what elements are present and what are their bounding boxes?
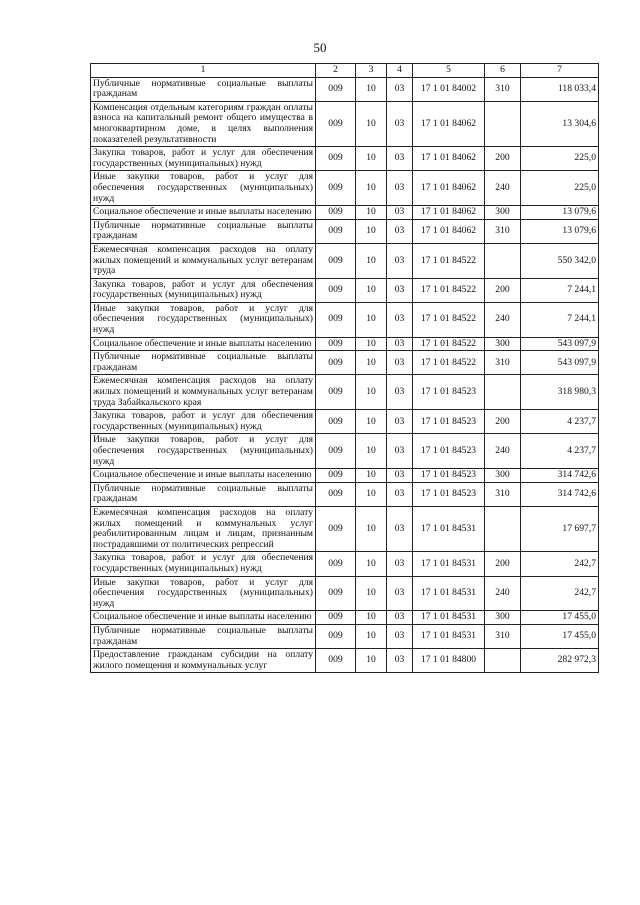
row-name-cell: Иные закупки товаров, работ и услуг для обеспечения государственных (муниципальных) нужд bbox=[91, 576, 316, 611]
row-name-cell: Публичные нормативные социальные выплаты гражданам bbox=[91, 77, 316, 101]
subsection-cell: 03 bbox=[387, 206, 413, 220]
amount-cell: 550 342,0 bbox=[521, 243, 599, 278]
row-name-cell: Ежемесячная компенсация расходов на оплату жилых помещений и коммунальных услуг ветеранам труда bbox=[91, 243, 316, 278]
table-row bbox=[91, 410, 599, 434]
amount-cell: 13 079,6 bbox=[521, 219, 599, 243]
code-cell: 009 bbox=[316, 101, 356, 146]
amount-cell: 17 455,0 bbox=[521, 624, 599, 648]
expense-type-cell bbox=[485, 375, 521, 410]
target-article-cell: 17 1 01 84002 bbox=[413, 77, 485, 101]
table-row bbox=[91, 302, 599, 337]
code-cell: 009 bbox=[316, 576, 356, 611]
code-cell: 009 bbox=[316, 219, 356, 243]
amount-cell: 7 244,1 bbox=[521, 302, 599, 337]
expense-type-cell: 240 bbox=[485, 171, 521, 206]
table-row bbox=[91, 375, 599, 410]
table-row bbox=[91, 576, 599, 611]
row-name-cell: Иные закупки товаров, работ и услуг для обеспечения государственных (муниципальных) нужд bbox=[91, 434, 316, 469]
table-row bbox=[91, 171, 599, 206]
expense-type-cell: 300 bbox=[485, 337, 521, 351]
target-article-cell: 17 1 01 84523 bbox=[413, 482, 485, 506]
code-cell: 009 bbox=[316, 278, 356, 302]
section-cell: 10 bbox=[356, 375, 387, 410]
expense-type-cell: 300 bbox=[485, 469, 521, 483]
row-name-cell: Социальное обеспечение и иные выплаты населению bbox=[91, 206, 316, 220]
code-cell: 009 bbox=[316, 624, 356, 648]
section-cell: 10 bbox=[356, 243, 387, 278]
subsection-cell: 03 bbox=[387, 302, 413, 337]
amount-cell: 13 079,6 bbox=[521, 206, 599, 220]
subsection-cell: 03 bbox=[387, 351, 413, 375]
subsection-cell: 03 bbox=[387, 101, 413, 146]
expense-type-cell: 200 bbox=[485, 147, 521, 171]
amount-cell: 118 033,4 bbox=[521, 77, 599, 101]
table-row bbox=[91, 101, 599, 146]
expense-type-cell bbox=[485, 506, 521, 551]
expense-type-cell: 300 bbox=[485, 611, 521, 625]
code-cell: 009 bbox=[316, 649, 356, 673]
section-cell: 10 bbox=[356, 410, 387, 434]
amount-cell: 242,7 bbox=[521, 552, 599, 576]
target-article-cell: 17 1 01 84531 bbox=[413, 624, 485, 648]
amount-cell: 225,0 bbox=[521, 147, 599, 171]
column-header: 7 bbox=[521, 64, 599, 78]
subsection-cell: 03 bbox=[387, 219, 413, 243]
code-cell: 009 bbox=[316, 482, 356, 506]
expense-type-cell: 200 bbox=[485, 552, 521, 576]
expense-type-cell: 310 bbox=[485, 482, 521, 506]
column-header: 3 bbox=[356, 64, 387, 78]
expense-type-cell bbox=[485, 243, 521, 278]
code-cell: 009 bbox=[316, 351, 356, 375]
table-row bbox=[91, 337, 599, 351]
expense-type-cell: 300 bbox=[485, 206, 521, 220]
row-name-cell: Закупка товаров, работ и услуг для обеспечения государственных (муниципальных) нужд bbox=[91, 410, 316, 434]
amount-cell: 17 455,0 bbox=[521, 611, 599, 625]
target-article-cell: 17 1 01 84062 bbox=[413, 206, 485, 220]
target-article-cell: 17 1 01 84522 bbox=[413, 278, 485, 302]
subsection-cell: 03 bbox=[387, 337, 413, 351]
amount-cell: 314 742,6 bbox=[521, 482, 599, 506]
expense-type-cell: 240 bbox=[485, 576, 521, 611]
subsection-cell: 03 bbox=[387, 410, 413, 434]
subsection-cell: 03 bbox=[387, 375, 413, 410]
expense-type-cell bbox=[485, 101, 521, 146]
amount-cell: 17 697,7 bbox=[521, 506, 599, 551]
section-cell: 10 bbox=[356, 278, 387, 302]
section-cell: 10 bbox=[356, 624, 387, 648]
amount-cell: 282 972,3 bbox=[521, 649, 599, 673]
table-row bbox=[91, 351, 599, 375]
code-cell: 009 bbox=[316, 147, 356, 171]
subsection-cell: 03 bbox=[387, 243, 413, 278]
row-name-cell: Публичные нормативные социальные выплаты гражданам bbox=[91, 351, 316, 375]
target-article-cell: 17 1 01 84523 bbox=[413, 375, 485, 410]
expense-type-cell: 310 bbox=[485, 624, 521, 648]
row-name-cell: Закупка товаров, работ и услуг для обеспечения государственных (муниципальных) нужд bbox=[91, 278, 316, 302]
table-row bbox=[91, 469, 599, 483]
target-article-cell: 17 1 01 84523 bbox=[413, 410, 485, 434]
table-row bbox=[91, 506, 599, 551]
amount-cell: 225,0 bbox=[521, 171, 599, 206]
budget-table bbox=[90, 63, 599, 673]
subsection-cell: 03 bbox=[387, 469, 413, 483]
table-row bbox=[91, 147, 599, 171]
row-name-cell: Публичные нормативные социальные выплаты гражданам bbox=[91, 219, 316, 243]
amount-cell: 242,7 bbox=[521, 576, 599, 611]
expense-type-cell: 200 bbox=[485, 278, 521, 302]
row-name-cell: Иные закупки товаров, работ и услуг для обеспечения государственных (муниципальных) нужд bbox=[91, 302, 316, 337]
column-header: 1 bbox=[91, 64, 316, 78]
table-row bbox=[91, 552, 599, 576]
target-article-cell: 17 1 01 84531 bbox=[413, 552, 485, 576]
table-row bbox=[91, 219, 599, 243]
amount-cell: 543 097,9 bbox=[521, 337, 599, 351]
code-cell: 009 bbox=[316, 302, 356, 337]
code-cell: 009 bbox=[316, 611, 356, 625]
code-cell: 009 bbox=[316, 337, 356, 351]
row-name-cell: Предоставление гражданам субсидии на оплату жилого помещения и коммунальных услуг bbox=[91, 649, 316, 673]
section-cell: 10 bbox=[356, 206, 387, 220]
target-article-cell: 17 1 01 84062 bbox=[413, 147, 485, 171]
table-header-row bbox=[91, 64, 599, 78]
section-cell: 10 bbox=[356, 147, 387, 171]
row-name-cell: Социальное обеспечение и иные выплаты населению bbox=[91, 469, 316, 483]
code-cell: 009 bbox=[316, 375, 356, 410]
target-article-cell: 17 1 01 84523 bbox=[413, 434, 485, 469]
section-cell: 10 bbox=[356, 649, 387, 673]
target-article-cell: 17 1 01 84062 bbox=[413, 101, 485, 146]
subsection-cell: 03 bbox=[387, 77, 413, 101]
code-cell: 009 bbox=[316, 206, 356, 220]
code-cell: 009 bbox=[316, 469, 356, 483]
target-article-cell: 17 1 01 84522 bbox=[413, 337, 485, 351]
table-row bbox=[91, 77, 599, 101]
code-cell: 009 bbox=[316, 552, 356, 576]
amount-cell: 318 980,3 bbox=[521, 375, 599, 410]
section-cell: 10 bbox=[356, 77, 387, 101]
subsection-cell: 03 bbox=[387, 611, 413, 625]
code-cell: 009 bbox=[316, 506, 356, 551]
row-name-cell: Публичные нормативные социальные выплаты гражданам bbox=[91, 624, 316, 648]
section-cell: 10 bbox=[356, 351, 387, 375]
subsection-cell: 03 bbox=[387, 147, 413, 171]
subsection-cell: 03 bbox=[387, 482, 413, 506]
section-cell: 10 bbox=[356, 611, 387, 625]
row-name-cell: Компенсация отдельным категориям граждан оплаты взноса на капитальный ремонт общего имущества в многоквартирном доме, в целях выполнения показателей результативности bbox=[91, 101, 316, 146]
section-cell: 10 bbox=[356, 576, 387, 611]
subsection-cell: 03 bbox=[387, 171, 413, 206]
target-article-cell: 17 1 01 84522 bbox=[413, 302, 485, 337]
code-cell: 009 bbox=[316, 410, 356, 434]
table-body bbox=[91, 77, 599, 673]
column-header: 4 bbox=[387, 64, 413, 78]
subsection-cell: 03 bbox=[387, 552, 413, 576]
code-cell: 009 bbox=[316, 434, 356, 469]
column-header: 2 bbox=[316, 64, 356, 78]
expense-type-cell: 310 bbox=[485, 351, 521, 375]
subsection-cell: 03 bbox=[387, 278, 413, 302]
table-row bbox=[91, 206, 599, 220]
amount-cell: 543 097,9 bbox=[521, 351, 599, 375]
table-row bbox=[91, 243, 599, 278]
section-cell: 10 bbox=[356, 552, 387, 576]
amount-cell: 7 244,1 bbox=[521, 278, 599, 302]
table-row bbox=[91, 278, 599, 302]
column-header: 5 bbox=[413, 64, 485, 78]
table-row bbox=[91, 611, 599, 625]
expense-type-cell: 310 bbox=[485, 77, 521, 101]
expense-type-cell: 310 bbox=[485, 219, 521, 243]
amount-cell: 4 237,7 bbox=[521, 434, 599, 469]
subsection-cell: 03 bbox=[387, 506, 413, 551]
row-name-cell: Социальное обеспечение и иные выплаты населению bbox=[91, 611, 316, 625]
target-article-cell: 17 1 01 84062 bbox=[413, 171, 485, 206]
code-cell: 009 bbox=[316, 243, 356, 278]
section-cell: 10 bbox=[356, 482, 387, 506]
subsection-cell: 03 bbox=[387, 576, 413, 611]
row-name-cell: Ежемесячная компенсация расходов на оплату жилых помещений и коммунальных услуг ветеранам труда Забайкальского края bbox=[91, 375, 316, 410]
section-cell: 10 bbox=[356, 101, 387, 146]
code-cell: 009 bbox=[316, 171, 356, 206]
subsection-cell: 03 bbox=[387, 649, 413, 673]
section-cell: 10 bbox=[356, 219, 387, 243]
subsection-cell: 03 bbox=[387, 434, 413, 469]
row-name-cell: Закупка товаров, работ и услуг для обеспечения государственных (муниципальных) нужд bbox=[91, 552, 316, 576]
subsection-cell: 03 bbox=[387, 624, 413, 648]
row-name-cell: Иные закупки товаров, работ и услуг для обеспечения государственных (муниципальных) нужд bbox=[91, 171, 316, 206]
target-article-cell: 17 1 01 84522 bbox=[413, 243, 485, 278]
target-article-cell: 17 1 01 84522 bbox=[413, 351, 485, 375]
table-row bbox=[91, 434, 599, 469]
amount-cell: 4 237,7 bbox=[521, 410, 599, 434]
column-header: 6 bbox=[485, 64, 521, 78]
target-article-cell: 17 1 01 84062 bbox=[413, 219, 485, 243]
table-row bbox=[91, 649, 599, 673]
section-cell: 10 bbox=[356, 171, 387, 206]
expense-type-cell: 240 bbox=[485, 434, 521, 469]
section-cell: 10 bbox=[356, 337, 387, 351]
code-cell: 009 bbox=[316, 77, 356, 101]
table-row bbox=[91, 482, 599, 506]
target-article-cell: 17 1 01 84531 bbox=[413, 506, 485, 551]
target-article-cell: 17 1 01 84800 bbox=[413, 649, 485, 673]
row-name-cell: Социальное обеспечение и иные выплаты населению bbox=[91, 337, 316, 351]
row-name-cell: Закупка товаров, работ и услуг для обеспечения государственных (муниципальных) нужд bbox=[91, 147, 316, 171]
section-cell: 10 bbox=[356, 434, 387, 469]
page-number: 50 bbox=[313, 40, 327, 55]
row-name-cell: Публичные нормативные социальные выплаты гражданам bbox=[91, 482, 316, 506]
amount-cell: 13 304,6 bbox=[521, 101, 599, 146]
amount-cell: 314 742,6 bbox=[521, 469, 599, 483]
section-cell: 10 bbox=[356, 506, 387, 551]
target-article-cell: 17 1 01 84523 bbox=[413, 469, 485, 483]
target-article-cell: 17 1 01 84531 bbox=[413, 576, 485, 611]
target-article-cell: 17 1 01 84531 bbox=[413, 611, 485, 625]
section-cell: 10 bbox=[356, 469, 387, 483]
expense-type-cell: 240 bbox=[485, 302, 521, 337]
table-row bbox=[91, 624, 599, 648]
expense-type-cell: 200 bbox=[485, 410, 521, 434]
expense-type-cell bbox=[485, 649, 521, 673]
section-cell: 10 bbox=[356, 302, 387, 337]
row-name-cell: Ежемесячная компенсация расходов на оплату жилых помещений и коммунальных услуг реабилитированным лицам и лицам, признанным пострадавшими от политических репрессий bbox=[91, 506, 316, 551]
